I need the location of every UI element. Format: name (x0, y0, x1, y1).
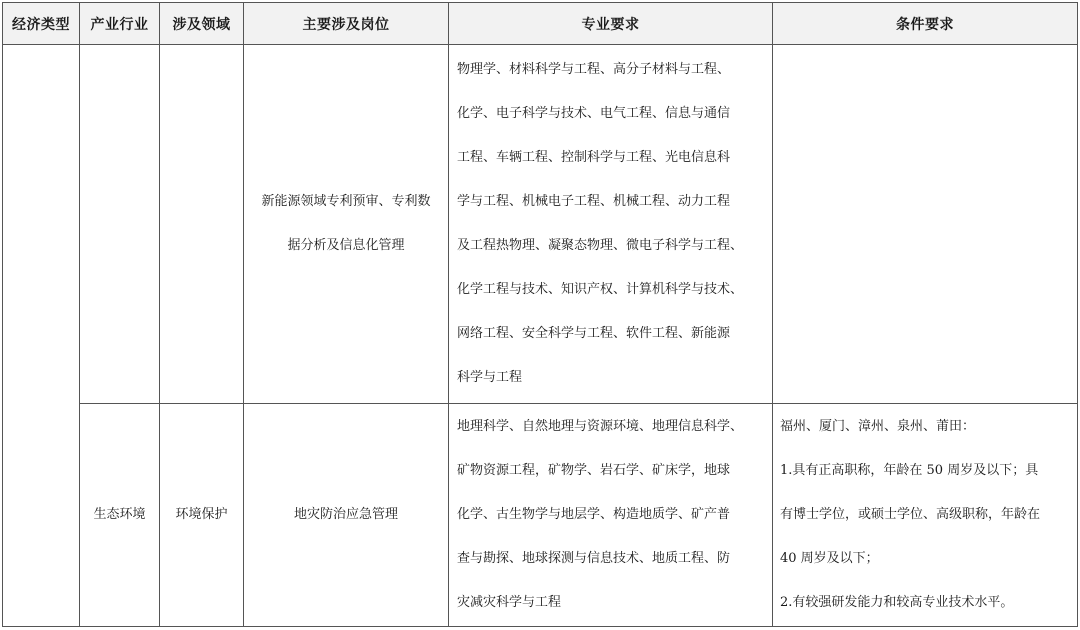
condition-line: 福州、厦门、漳州、泉州、莆田： (780, 419, 976, 434)
header-field: 涉及领域 (160, 3, 244, 45)
major-line: 化学工程与技术、知识产权、计算机科学与技术、 (457, 282, 744, 297)
major-cell (449, 45, 773, 404)
major-line: 物理学、材料科学与工程、高分子材料与工程、 (457, 62, 731, 77)
position-cell (244, 404, 449, 627)
major-line: 查与勘探、地球探测与信息技术、地质工程、防 (457, 551, 731, 566)
position-line: 据分析及信息化管理 (287, 238, 405, 253)
header-economy-type: 经济类型 (3, 3, 80, 45)
table-row (3, 404, 1078, 627)
field-cell (160, 45, 244, 404)
major-line: 矿物资源工程，矿物学、岩石学、矿床学，地球 (457, 463, 731, 478)
major-line: 工程、车辆工程、控制科学与工程、光电信息科 (457, 150, 731, 165)
major-cell (449, 404, 773, 627)
industry-cell (80, 45, 160, 404)
position-text (261, 180, 430, 268)
major-line: 地理科学、自然地理与资源环境、地理信息科学、 (457, 419, 744, 434)
condition-line: 2.有较强研发能力和较高专业技术水平。 (780, 595, 1014, 610)
major-line: 及工程热物理、凝聚态物理、微电子科学与工程、 (457, 238, 744, 253)
condition-line: 40 周岁及以下； (780, 551, 879, 566)
major-line: 科学与工程 (457, 370, 523, 385)
requirements-table (2, 2, 1078, 627)
major-line: 网络工程、安全科学与工程、软件工程、新能源 (457, 326, 731, 341)
position-cell (244, 45, 449, 404)
major-line: 化学、电子科学与技术、电气工程、信息与通信 (457, 106, 731, 121)
header-industry: 产业行业 (80, 3, 160, 45)
table-row (3, 45, 1078, 404)
header-condition: 条件要求 (773, 3, 1078, 45)
condition-line: 有博士学位，或硕士学位、高级职称，年龄在 (780, 507, 1041, 522)
major-line: 灾减灾科学与工程 (457, 595, 562, 610)
condition-line: 1.具有正高职称，年龄在 50 周岁及以下；具 (780, 463, 1039, 478)
header-major: 专业要求 (449, 3, 773, 45)
economy-type-cell (3, 45, 80, 627)
major-line: 学与工程、机械电子工程、机械工程、动力工程 (457, 194, 731, 209)
major-line: 化学、古生物学与地层学、构造地质学、矿产普 (457, 507, 731, 522)
field-cell: 环境保护 (160, 404, 244, 627)
position-line: 地灾防治应急管理 (293, 507, 398, 522)
industry-cell: 生态环境 (80, 404, 160, 627)
position-line: 新能源领域专利预审、专利数 (261, 194, 431, 209)
condition-cell (773, 404, 1078, 627)
header-position: 主要涉及岗位 (244, 3, 449, 45)
condition-cell (773, 45, 1078, 404)
header-row (3, 3, 1078, 45)
